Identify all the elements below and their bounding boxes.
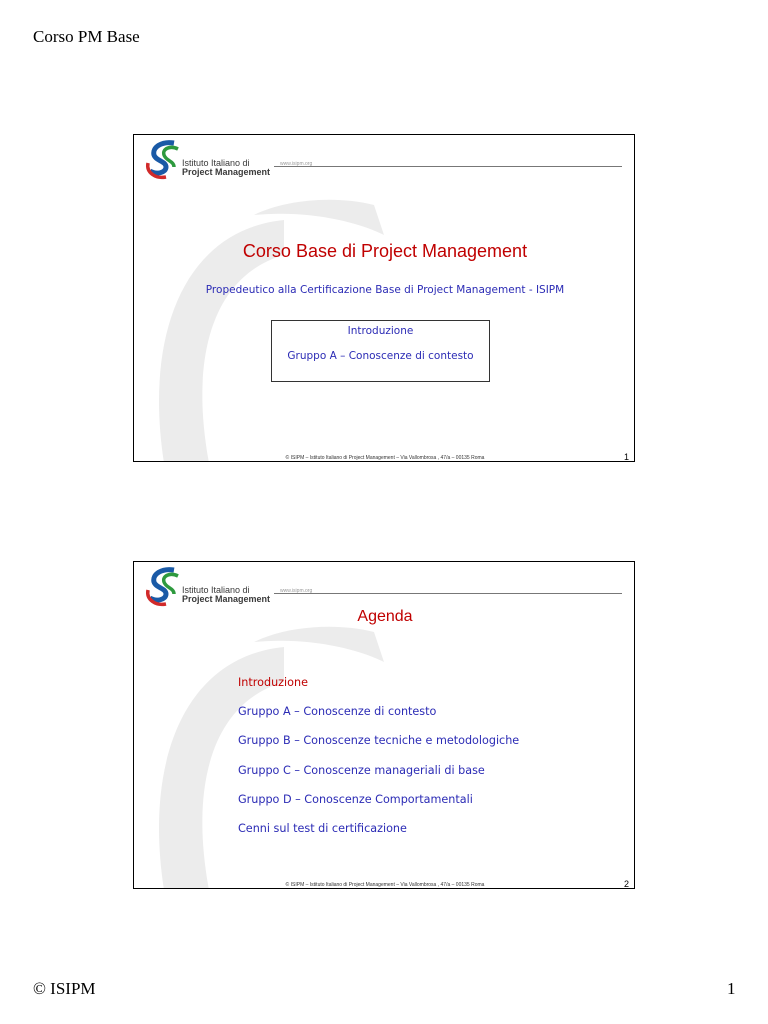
page-footer-copyright: © ISIPM: [33, 979, 96, 998]
page-header: Corso PM Base: [33, 27, 140, 46]
page-number: 1: [727, 979, 736, 998]
slide-footer: © ISIPM – Istituto Italiano di Project Management – Via Vallombrosa , 47/a – 00135 Roma: [285, 882, 485, 888]
background-swirl-graphic: [134, 135, 635, 462]
topic-box-line: Gruppo A – Conoscenze di contesto: [287, 350, 474, 362]
agenda-item-cenni-test: Cenni sul test di certificazione: [238, 821, 407, 835]
org-url: www.isipm.org: [280, 588, 313, 594]
org-url: www.isipm.org: [280, 161, 313, 167]
slide-title: Agenda: [357, 608, 413, 625]
org-name: [182, 586, 270, 604]
slide-number: 2: [623, 879, 629, 889]
slide-title: Corso Base di Project Management: [242, 241, 528, 261]
org-name-line2: Project Management: [182, 594, 271, 604]
isipm-logo-icon: [144, 566, 184, 608]
slide-subtitle: Propedeutico alla Certificazione Base di Project Management - ISIPM: [205, 284, 565, 296]
agenda-item-gruppo-d: Gruppo D – Conoscenze Comportamentali: [238, 792, 473, 806]
agenda-item-gruppo-b: Gruppo B – Conoscenze tecniche e metodologiche: [238, 734, 520, 748]
org-name-line2: Project Management: [182, 167, 271, 177]
agenda-item-gruppo-a: Gruppo A – Conoscenze di contesto: [238, 705, 437, 719]
header-rule: [274, 166, 622, 167]
slide-2: [133, 561, 635, 889]
topic-box: [271, 320, 490, 382]
agenda-item-introduzione: Introduzione: [238, 676, 308, 689]
org-name-line1: Istituto Italiano di: [182, 158, 250, 168]
topic-box-line: Introduzione: [347, 325, 414, 337]
slide-footer: © ISIPM – Istituto Italiano di Project Management – Via Vallombrosa , 47/a – 00135 Roma: [285, 455, 485, 461]
header-rule: [274, 593, 622, 594]
agenda-item-gruppo-c: Gruppo C – Conoscenze manageriali di base: [238, 763, 485, 777]
isipm-logo-icon: [144, 139, 184, 181]
slide-number: 1: [623, 452, 629, 462]
org-name-line1: Istituto Italiano di: [182, 585, 250, 595]
org-name: [182, 159, 270, 177]
agenda-list: [238, 676, 519, 851]
slide-1: [133, 134, 635, 462]
